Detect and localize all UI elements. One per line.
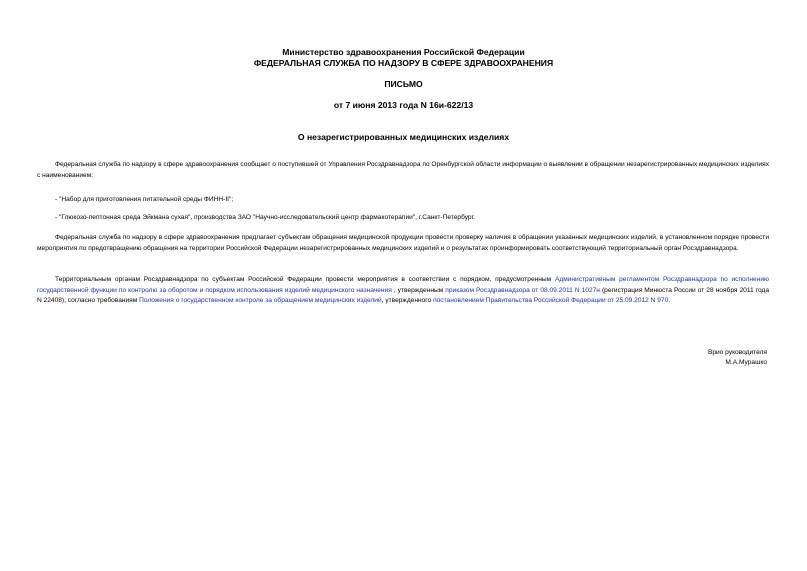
list-item: - "Набор для приготовления питательной среды ФИНН-II"; bbox=[55, 196, 234, 203]
paragraph-text: , утвержденным bbox=[391, 286, 446, 294]
signature-position: Врио руководителя bbox=[707, 349, 767, 356]
signature-name: М.А.Мурашко bbox=[725, 359, 767, 366]
ministry-heading: Министерство здравоохранения Российской Федерации bbox=[282, 47, 525, 57]
order-link[interactable]: приказом Росздравнадзора от 08.09.2011 N 1027н bbox=[445, 286, 600, 294]
document-type: ПИСЬМО bbox=[384, 79, 423, 89]
paragraph-text: (регистрация Минюста России от 28 ноября 2011 года N 22408), согласно требованиям bbox=[37, 286, 769, 305]
government-resolution-link[interactable]: постановлением Правительства Российской Федерации от 25.09.2012 N 970 bbox=[433, 297, 669, 305]
regulation-link[interactable]: Положения о государственном контроле за обращением медицинских изделий bbox=[139, 297, 382, 305]
admin-regulation-link[interactable]: Административным регламентом Росздравнадзора по исполнению государственной функции по контролю за оборотом и порядком использования изделий медицинского назначения bbox=[37, 276, 769, 294]
document-subject: О незарегистрированных медицинских изделиях bbox=[297, 132, 510, 142]
paragraph-proposal: Федеральная служба по надзору в сфере здравоохранения предлагает субъектам обращения медицинской продукции провести проверку наличия в обращении указанных медицинских изделий, в установленном порядке провести мероприятия по предотвращению обращения на территории Российской Федерации незарегистрированных медицинских изделий и о результатах проинформировать соответствующий территориальный орган Росздравнадзора. bbox=[37, 234, 769, 252]
paragraph-text: . bbox=[668, 297, 671, 305]
service-heading: ФЕДЕРАЛЬНАЯ СЛУЖБА ПО НАДЗОРУ В СФЕРЕ ЗДРАВООХРАНЕНИЯ bbox=[253, 58, 554, 68]
paragraph-text: Территориальным органам Росздравнадзора по субъектам Российской Федерации провести мероприятия в соответствии с порядком, предусмотренным bbox=[55, 276, 555, 283]
document-date-number: от 7 июня 2013 года N 16и-622/13 bbox=[333, 100, 474, 110]
paragraph-text: , утвержденного bbox=[381, 297, 434, 305]
paragraph-instructions bbox=[37, 275, 769, 307]
paragraph-intro: Федеральная служба по надзору в сфере здравоохранения сообщает о поступившей от Управления Росздравнадзора по Оренбургской области информации о выявлении в обращении незарегистрированных медицинских изделиях с наименованием: bbox=[37, 161, 769, 179]
list-item: - "Глюкозо-пептонная среда Эйкмана сухая", производства ЗАО "Научно-исследовательский центр фармакотерапии", г.Санкт-Петербург. bbox=[55, 214, 476, 221]
